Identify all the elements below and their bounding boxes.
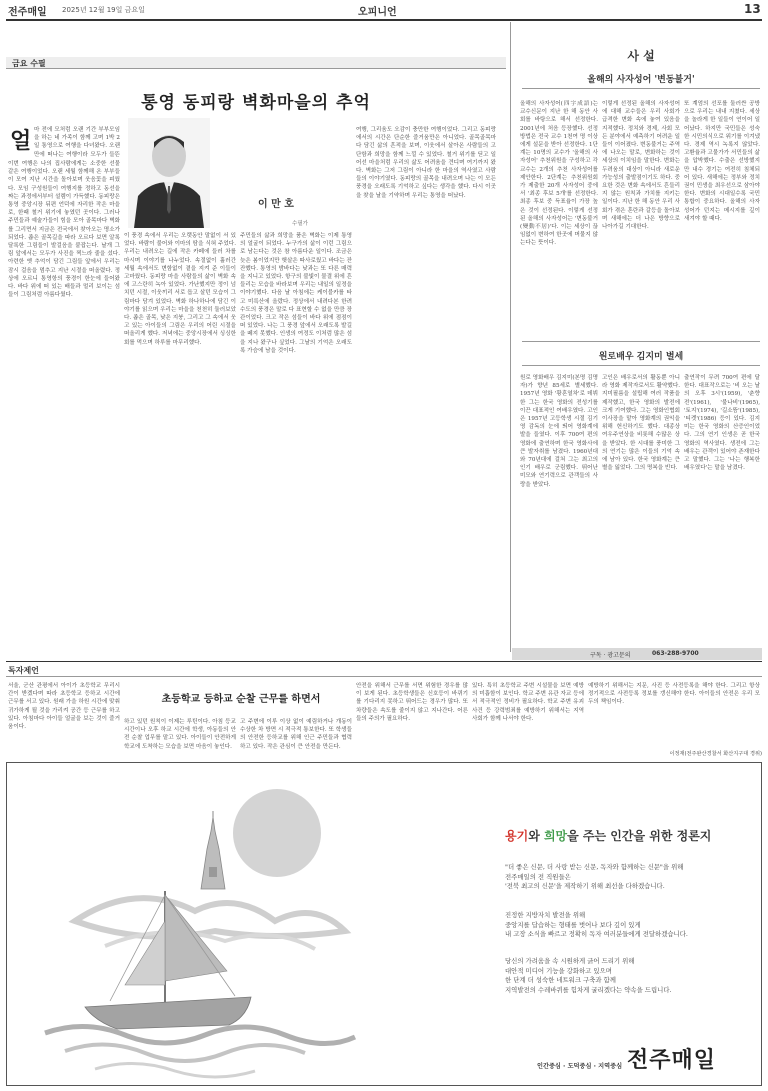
editorial-label: 사 설 bbox=[627, 49, 655, 63]
ad-paragraph-3 bbox=[505, 957, 755, 995]
editorial-title: 올해의 사자성어 '변동불거' bbox=[587, 75, 695, 85]
reader-col4: 안전을 위해서 근무를 서면 위험한 경우를 많이 보게 된다. 초등학생들은 신호등이 바뀌기를 기다리지 못하고 뛰어드는 경우가 많다. 또 차량들은 속도를 줄이지 않고 지나간다. 어른들의 주의가 필요하다. bbox=[356, 683, 468, 722]
ad-p2-line3: 내 고장 소식을 빠르고 정확히 독자 여러분들에게 전달하겠습니다. bbox=[505, 930, 688, 938]
ad-slogan bbox=[505, 827, 711, 844]
reader-col2: 하고 있던 원칙이 이제는 루틴이다. 아침 등교 시간이나 오후 하교 시간에 학생, 아동들의 안전 순찰 업무를 맡고 있다. 아이들이 안전하게 학교에 도착하는 모습을 보면 마음이 놓인다. bbox=[124, 719, 236, 750]
reader-label-box bbox=[6, 664, 66, 676]
header-rule bbox=[6, 19, 762, 21]
essay-col3: 주민들의 삶과 희망을 품은 벽화는 이제 통영의 얼굴이 되었다. 누구가의 삶이 이런 그림으로 남는다는 것은 참 아름다운 일이다. 조금은 늦은 봄이었지만 햇살은 따사로웠고 바다는 잔잔했다. 통영의 밤바다는 낮과는 또 다른 매력을 지니고 있었다. 항구의 불빛이 물결 위에 흔들리는 모습을 바라보며 우리는 내일의 일정을 이야기했다. 다음 날 아침에는 케이블카를 타고 미륵산에 올랐다. 정상에서 내려다본 한려수도의 풍경은 말로 다 표현할 수 없을 만큼 장관이었다. 크고 작은 섬들이 바다 위에 점점이 떠 있었다. 나는 그 풍경 앞에서 오래도록 발길을 떼지 못했다. 인생의 여정도 이처럼 많은 섬을 지나 왔구나 싶었다. 그날의 기억은 오래도록 가슴에 남을 것이다. bbox=[240, 233, 352, 354]
essay-label: 금요 수필 bbox=[12, 59, 46, 68]
reader-label: 독자제언 bbox=[8, 666, 39, 675]
header-date: 2025년 12월 19일 금요일 bbox=[62, 6, 145, 14]
ad-p3-line2: 대안적 미디어 기능을 강화하고 있으며 bbox=[505, 966, 612, 975]
editorial-title-rule bbox=[522, 88, 760, 89]
ad-p1-line2: 전주매일의 전 직원들은 bbox=[505, 872, 571, 881]
editorial2-col1: 원로 영화배우 김지미(본명 김명자)가 향년 85세로 별세했다. 1957년 영화 '황혼열차'로 데뷔한 그는 한국 영화의 전성기를 이끈 대표적인 여배우였다. 고인은 1957년 고등학생 시절 김기영 감독의 눈에 띄어 영화계에 발을 들였다. 이후 700여 편의 영화에 출연하며 한국 영화사에 큰 발자취를 남겼다. 1960년대와 70년대에 걸쳐 그는 최고의 인기 배우로 군림했다. 뛰어난 미모와 연기력으로 관객들의 사랑을 받았다. bbox=[520, 375, 598, 488]
author-title: 수필가 bbox=[292, 221, 308, 227]
essay-dropcap: 얼 bbox=[10, 128, 32, 154]
ad-illustration bbox=[15, 771, 455, 1081]
reader-title: 초등학교 등하교 순찰 근무를 하면서 bbox=[161, 694, 321, 705]
reader-byline: 이정재(전주완산경찰서 화산지구대 경위) bbox=[669, 751, 762, 757]
author-name: 이 만 호 bbox=[258, 199, 294, 210]
ad-logo: 전주매일 bbox=[627, 1047, 717, 1073]
editorial2-col2: 고인은 배우로서의 활동뿐 아니라 영화 제작자로서도 활약했다. 지미필름을 설립해 여러 작품을 제작했고, 한국 영화의 발전에 크게 기여했다. 그는 영화인협회 이사장을 맡아 영화계의 권익을 위해 헌신하기도 했다. 대종상 여우주연상을 비롯해 수많은 상을 받았다. 한 시대를 풍미한 그의 연기는 많은 이들의 기억 속에 남아 있다. 한국 영화계는 큰 별을 잃었다. 그의 명복을 빈다. bbox=[602, 375, 680, 472]
ad-p1-line1: "더 좋은 신문, 더 사랑 받는 신문, 독자와 함께하는 신문"을 위해 bbox=[505, 863, 684, 871]
section-name: 오피니언 bbox=[358, 7, 397, 18]
subscription-phone: 063-288-9700 bbox=[652, 650, 699, 657]
editorial-divider bbox=[522, 341, 760, 342]
page-header bbox=[0, 0, 768, 20]
reader-col5: 있다. 특히 초등학교 주변 시설물을 보면 예방의 미흡함이 보인다. 학교 주변 유관 자교 등에서 적극적인 정비가 필요하다. 학교 주변 유괴 사건 등 강력범죄를 예방하기 위해서는 지역 사회가 함께 나서야 한다. bbox=[472, 683, 584, 722]
reader-col3: 고 주변에 이루 이상 없이 예림하거나 개동이 수상한 차 방면 시 적극적 통보한다. 또 학생들의 안전한 등하교를 위해 인근 주민들과 협력하고 있다. 작은 관심이 큰 안전을 만든다. bbox=[240, 719, 352, 750]
ad-motto: 인간중심 · 도덕중심 · 지역중심 bbox=[537, 1063, 623, 1070]
editorial-col3: 또 계엄의 선포를 둘러싼 공방으로 우리는 내내 지쳤다. 세상을 놀라게 한 일들이 연이어 일어났다. 하지만 국민들은 성숙한 시민의식으로 위기를 이겨냈다. 경제 역시 녹록지 않았다. 고환율과 고물가가 서민들의 삶을 압박했다. 수출은 선방했지만 내수 경기는 여전히 침체되어 있다. 새해에는 정부와 정치권이 민생을 최우선으로 삼아야 한다. 변화의 시대일수록 국민 통합이 중요하다. 올해의 사자성어가 던지는 메시지를 깊이 새겨야 할 때다. bbox=[684, 101, 760, 222]
editorial2-col3: 출연작이 무려 700여 편에 달한다. 대표작으로는 '비 오는 날의 오후 3시'(1959), '춘향전'(1961), '불나비'(1965), '토지'(1974), '길소뜸'(1985), '티켓'(1986) 등이 있다. 김지미는 한국 영화의 산증인이었다. 그의 연기 인생은 곧 한국 영화의 역사였다. 생전에 그는 배우는 관객이 있어야 존재한다고 말했다. 그는 '나는 행복한 배우였다'는 말을 남겼다. bbox=[684, 375, 760, 472]
essay-col1-top: 마 전에 모처럼 오랜 기간 부부모임을 하는 네 가족이 함께 고며 1박 2일 통영으로 여행을 다녀왔다. 오랜만에 떠나는 여행이라 모두가 들뜬 bbox=[34, 127, 120, 158]
ad-slogan-word1: 용기 bbox=[505, 829, 529, 843]
ad-slogan-word2: 희망 bbox=[543, 829, 568, 843]
essay-col1: 이번 여행은 나의 집사람에게는 소중한 선물 같은 여행이었다. 오랜 세월 함께해 온 부부들이 모여 지난 시간을 돌아보며 웃음꽃을 피웠다. 모임 구성원들이 여행지를 정하고 동선을 짜는 과정에서부터 설렘이 가득했다. 동피랑은 통영 중앙시장 뒤편 언덕에 자리한 작은 마을로, 한때 철거 위기에 놓였던 곳이다. 그러나 주민들과 예술가들이 힘을 모아 골목마다 벽화를 그리면서 지금은 전국에서 찾아오는 명소가 되었다. 좁은 골목길을 따라 오르다 보면 알록달록한 그림들이 발걸음을 붙잡는다. 날개 그림 앞에서는 모두가 사진을 찍느라 줄을 섰다. 아련한 옛 추억이 담긴 그림들 앞에서 우리는 잠시 걸음을 멈추고 지난 시절을 떠올렸다. 정상에 오르니 통영항의 풍경이 한눈에 들어왔다. 바다 위에 떠 있는 배들과 멀리 보이는 섬들이 그림처럼 아름다웠다. bbox=[8, 161, 120, 299]
essay-col4: 여행, 그리움도 오감이 충만한 여행이었다. 그리고 동피랑에서의 시간은 단순한 즐거움만은 아니었다. 골목골목마다 담긴 삶의 흔적을 보며, 이웃에서 살아온 사람들의 고단함과 희망을 함께 느낄 수 있었다. 철거 위기를 딛고 일어선 마을처럼 우리의 삶도 어려움을 견디며 여기까지 왔다. 벽화는 그저 그림이 아니라 한 마을의 역사였고 사람들의 이야기였다. 동피랑의 골목을 내려오며 나는 이 모든 풍경을 오래도록 기억하고 싶다는 생각을 했다. 다시 이곳을 찾을 날을 기약하며 우리는 통영을 떠났다. bbox=[356, 127, 496, 199]
ad-paragraph-2 bbox=[505, 911, 755, 940]
reader-col1: 서울, 군산 관평에서 아이가 초등학교 무리시간이 받겠다며 따라 초등학교 등하교 시간에 근무를 서고 있다. 원래 가을 하원 시간에 맞춰 귀가하게 될 것을 가리켜 공간 등 근무를 하고 있다. 아침마다 아이들 얼굴을 보는 것이 즐거움이다. bbox=[8, 683, 120, 731]
subscription-label: 구독 · 광고문의 bbox=[590, 652, 631, 659]
paper-name: 전주매일 bbox=[8, 7, 47, 18]
ad-p1-line3: '전북 최고의 신문'을 제작하기 위해 최선을 다하겠습니다. bbox=[505, 882, 665, 890]
ad-slogan-rest: 을 주는 인간을 위한 정론지 bbox=[567, 829, 712, 843]
editorial2-title: 원로배우 김지미 별세 bbox=[598, 352, 684, 362]
essay-col2: 이 풍경 속에서 우리는 오랫동안 말없이 서 있었다. 바람이 불어와 이마의 땀을 식혀 주었다. 우리는 내려오는 길에 작은 카페에 들러 차를 마시며 이야기를 나누었다. 속절없이 흘러간 세월 속에서도 변함없이 곁을 지켜 준 이들이 고마웠다. 동피랑 마을 사람들의 삶이 벽화 속에 고스란히 녹아 있었다. 가난했지만 정이 넘치던 시절, 이웃끼리 서로 돕고 살던 모습이 그림마다 담겨 있었다. 벽화 하나하나에 담긴 이야기를 읽으며 우리는 마을을 천천히 둘러보았다. 좁은 골목, 낮은 지붕, 그리고 그 속에서 웃고 있는 아이들의 그림은 우리의 어린 시절을 떠올리게 했다. 저녁에는 중앙시장에서 싱싱한 회를 먹으며 하루를 마무리했다. bbox=[124, 233, 236, 346]
ad-p3-line4: 지역발전의 수레바퀴를 힘차게 굴리겠다는 약속을 드립니다. bbox=[505, 985, 672, 994]
editorial-col2: 이렇게 선정된 올해의 사자성어에 대해 교수들은 우리 사회가 급격한 변화 속에 놓여 있음을 지적했다. 정치와 경제, 사회 모든 분야에서 예측하기 어려운 일들이 이어졌다. 변동불거는 주역에 나오는 말로, 변화하는 것이 세상의 이치임을 말한다. 변화는 두려움의 대상이 아니라 새로운 가능성의 출발점이기도 하다. 중요한 것은 변화 속에서도 흔들리지 않는 원칙과 가치를 지키는 일이다. 지난 한 해 동안 우리 사회가 겪은 혼란과 갈등을 돌아보며 새해에는 더 나은 방향으로 나아가길 기대한다. bbox=[602, 101, 680, 231]
editorial2-title-rule bbox=[522, 365, 760, 366]
ad-p3-line3: 한 단계 더 성숙한 네트워크 구축과 함께 bbox=[505, 976, 616, 984]
reader-label-rule bbox=[6, 676, 762, 677]
essay-label-box bbox=[6, 57, 506, 69]
author-photo bbox=[128, 118, 210, 228]
subscription-bar bbox=[512, 648, 762, 660]
editorial-col1: 올해의 사자성어(四字成語)는 교수신문이 지난 한 해 동안 사회를 바탕으로 해서 선정한다. 2001년에 처음 등장했다. 선정 방법은 전국 교수 1천여 명 이상에게 설문을 받아 선정한다. 1단계는 10명의 교수가 '올해의 사자성어' 추천위원을 구성하고 각 교수는 2개의 추천 사자성어를 제안한다. 2단계는 추천위원회가 제출한 20개 사자성어 중에서 '최종 후보 5개'를 선정한다. 최종 후보 중 득표율이 가장 높은 것이 선정된다. 이렇게 선정된 올해의 사자성어는 '변동불거(變動不居)'다. 이는 세상이 끊임없이 변하여 한곳에 머물지 않는다는 뜻이다. bbox=[520, 101, 598, 247]
page-number: 13 bbox=[744, 2, 761, 16]
reader-top-rule bbox=[6, 661, 762, 662]
ad-p2-line1: 진정한 지방자치 발전을 위해 bbox=[505, 911, 586, 919]
essay-title: 통영 동피랑 벽화마을의 추억 bbox=[141, 93, 371, 113]
ad-p2-line2: 중앙지를 답습하는 형태를 벗어나 보다 깊이 있게 bbox=[505, 920, 641, 929]
ad-paragraph-1 bbox=[505, 863, 755, 892]
ad-frame bbox=[6, 762, 762, 1086]
ad-slogan-mid: 와 bbox=[528, 829, 544, 843]
reader-col6: 예방하기 위해서는 지문, 사진 등 사전등록을 해야 한다. 그리고 항상 정기적으로 사전등록 정보를 갱신해야 한다. 아이들의 안전은 우리 모두의 책임이다. bbox=[588, 683, 760, 706]
column-divider bbox=[510, 22, 511, 652]
ad-p3-line1: 당신의 가려움을 속 시원하게 긁어 드리기 위해 bbox=[505, 957, 635, 965]
